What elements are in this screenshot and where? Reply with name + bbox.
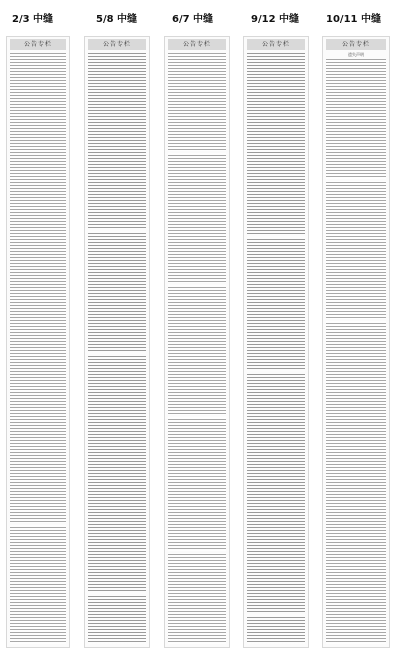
strip-body-text: [326, 59, 386, 644]
column-label-10-11: 10/11 中缝: [326, 14, 381, 25]
strip-subheader: 遗失声明: [348, 52, 364, 57]
column-label-5-8: 5/8 中缝: [96, 14, 138, 25]
column-label-9-12: 9/12 中缝: [251, 14, 300, 25]
strip-header: 公告专栏: [10, 39, 66, 50]
column-label-6-7: 6/7 中缝: [172, 14, 214, 25]
newspaper-strip-2-3: [6, 36, 70, 648]
strip-body-text: [247, 53, 305, 644]
strip-body-text: [10, 53, 66, 644]
strip-header: 公告专栏: [168, 39, 226, 50]
newspaper-strip-5-8: [84, 36, 150, 648]
newspaper-strip-10-11: [322, 36, 390, 648]
newspaper-strip-9-12: [243, 36, 309, 648]
strip-header: 公告专栏: [88, 39, 146, 50]
strip-body-text: [168, 53, 226, 644]
column-label-2-3: 2/3 中缝: [12, 14, 54, 25]
strip-header: 公告专栏: [247, 39, 305, 50]
strip-header: 公告专栏: [326, 39, 386, 50]
strip-body-text: [88, 53, 146, 644]
newspaper-strip-6-7: [164, 36, 230, 648]
